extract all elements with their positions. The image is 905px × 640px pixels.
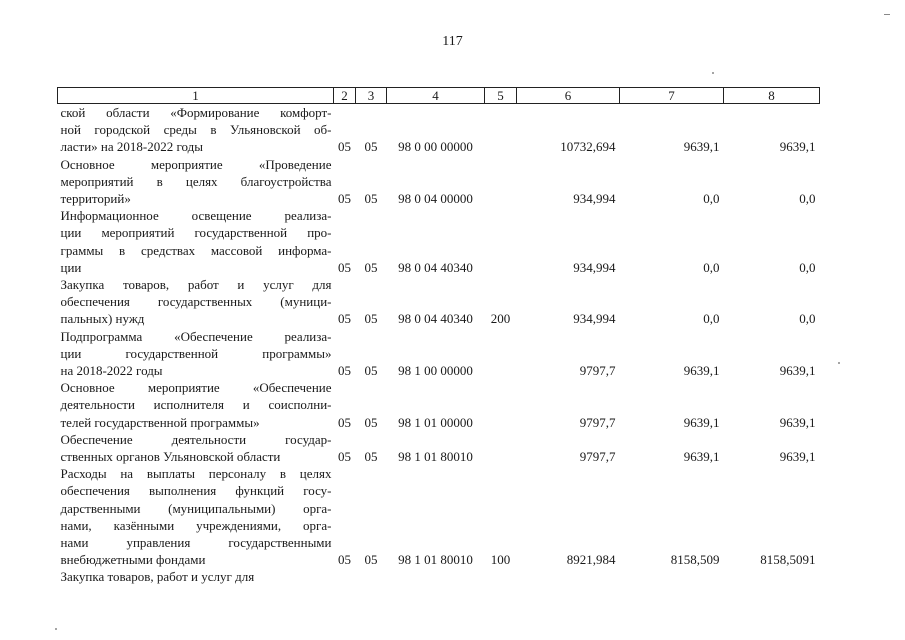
row-name-line: ции государственной программы» — [60, 345, 332, 361]
row-name-line: территорий» — [60, 191, 131, 207]
table-row — [58, 431, 820, 465]
row-name-line: Основное мероприятие «Проведение — [60, 156, 332, 172]
expense-type-code — [485, 207, 517, 276]
amount-2018: 9797,7 — [579, 449, 616, 465]
row-name-line: ции — [60, 259, 82, 275]
row-name-line: ной городской среды в Ульяновской об- — [60, 122, 332, 138]
target-article-code — [387, 568, 485, 585]
section-code: 05 — [338, 414, 351, 430]
expense-type-code: 200 — [490, 311, 511, 327]
target-article-code: 98 0 04 40340 — [398, 259, 473, 275]
amount-2020: 9639,1 — [779, 414, 816, 430]
amount-2018 — [517, 568, 620, 585]
row-name-line: на 2018-2022 годы — [60, 363, 163, 379]
subsection-code: 05 — [364, 414, 378, 430]
row-name — [58, 104, 334, 156]
expense-type-code — [485, 379, 517, 431]
row-name — [58, 568, 334, 585]
amount-2019 — [620, 568, 724, 585]
amount-2019: 9639,1 — [683, 139, 720, 155]
subsection-code: 05 — [364, 191, 378, 207]
table-body — [58, 104, 820, 586]
scan-speck — [55, 628, 57, 630]
table-row — [58, 156, 820, 208]
expense-type-code — [485, 156, 517, 208]
amount-2020: 8158,5091 — [760, 552, 816, 568]
header-col-4: 4 — [387, 88, 485, 104]
row-name — [58, 328, 334, 380]
subsection-code: 05 — [364, 552, 378, 568]
amount-2018: 934,994 — [573, 259, 616, 275]
section-code: 05 — [338, 139, 351, 155]
table-row — [58, 568, 820, 585]
header-col-1: 1 — [58, 88, 334, 104]
row-name-line: Основное мероприятие «Обеспечение — [60, 380, 332, 396]
row-name-line: Подпрограмма «Обеспечение реализа- — [60, 328, 332, 344]
section-code: 05 — [338, 449, 351, 465]
row-name-line: нами, казёнными учреждениями, орга- — [60, 517, 332, 533]
subsection-code: 05 — [364, 363, 378, 379]
amount-2019: 8158,509 — [670, 552, 720, 568]
section-code: 05 — [338, 363, 351, 379]
row-name-line: граммы в средствах массовой информа- — [60, 242, 332, 258]
expense-type-code — [485, 104, 517, 156]
row-name — [58, 207, 334, 276]
section-code — [334, 568, 356, 585]
row-name — [58, 156, 334, 208]
amount-2019: 9639,1 — [683, 449, 720, 465]
header-col-7: 7 — [620, 88, 724, 104]
amount-2020: 9639,1 — [779, 363, 816, 379]
target-article-code: 98 0 00 00000 — [398, 139, 473, 155]
table-row — [58, 328, 820, 380]
target-article-code: 98 1 00 00000 — [398, 363, 473, 379]
subsection-code: 05 — [364, 139, 378, 155]
amount-2018: 8921,984 — [566, 552, 616, 568]
amount-2020: 9639,1 — [779, 139, 816, 155]
amount-2020 — [724, 568, 820, 585]
column-number-header — [58, 88, 820, 104]
row-name-line: пальных) нужд — [60, 311, 145, 327]
expense-type-code: 100 — [490, 552, 511, 568]
amount-2018: 9797,7 — [579, 363, 616, 379]
row-name-line: Обеспечение деятельности государ- — [60, 431, 332, 447]
section-code: 05 — [338, 552, 351, 568]
row-name-line: ласти» на 2018-2022 годы — [60, 139, 203, 155]
table-row — [58, 379, 820, 431]
header-col-8: 8 — [724, 88, 820, 104]
row-name-line: обеспечения выполнения функций госу- — [60, 483, 332, 499]
amount-2018: 9797,7 — [579, 414, 616, 430]
table-row — [58, 207, 820, 276]
subsection-code: 05 — [364, 259, 378, 275]
table-row — [58, 276, 820, 328]
row-name — [58, 431, 334, 465]
subsection-code — [356, 568, 387, 585]
amount-2019: 0,0 — [703, 191, 720, 207]
amount-2019: 0,0 — [703, 259, 720, 275]
row-name-line: Расходы на выплаты персоналу в целях — [60, 466, 332, 482]
table-row — [58, 104, 820, 156]
header-col-2: 2 — [334, 88, 356, 104]
amount-2019: 0,0 — [703, 311, 720, 327]
amount-2018: 10732,694 — [560, 139, 616, 155]
row-name-line: деятельности исполнителя и соисполни- — [60, 397, 332, 413]
scan-speck — [884, 14, 890, 15]
target-article-code: 98 0 04 00000 — [398, 191, 473, 207]
header-col-6: 6 — [517, 88, 620, 104]
row-name — [58, 379, 334, 431]
row-name — [58, 276, 334, 328]
row-name-line: Закупка товаров, работ и услуг для — [60, 569, 255, 585]
table-row — [58, 465, 820, 568]
row-name-line: нами управления государственными — [60, 535, 332, 551]
row-name-line: внебюджетными фондами — [60, 552, 206, 568]
expense-type-code — [485, 328, 517, 380]
row-name-line: ской области «Формирование комфорт- — [60, 105, 332, 120]
row-name-line: мероприятий в целях благоустройства — [60, 173, 332, 189]
subsection-code: 05 — [364, 449, 378, 465]
target-article-code: 98 1 01 00000 — [398, 414, 473, 430]
budget-table — [57, 87, 820, 586]
amount-2020: 0,0 — [799, 191, 816, 207]
target-article-code: 98 1 01 80010 — [398, 552, 473, 568]
scan-speck — [712, 72, 714, 74]
row-name-line: ственных органов Ульяновской области — [60, 449, 281, 465]
section-code: 05 — [338, 259, 351, 275]
header-col-5: 5 — [485, 88, 517, 104]
scan-speck — [838, 362, 840, 364]
row-name — [58, 465, 334, 568]
row-name-line: телей государственной программы» — [60, 414, 260, 430]
header-col-3: 3 — [356, 88, 387, 104]
row-name-line: дарственными (муниципальными) орга- — [60, 500, 332, 516]
target-article-code: 98 1 01 80010 — [398, 449, 473, 465]
page-number: 117 — [442, 34, 463, 49]
target-article-code: 98 0 04 40340 — [398, 311, 473, 327]
row-name-line: ции мероприятий государственной про- — [60, 225, 332, 241]
amount-2018: 934,994 — [573, 191, 616, 207]
subsection-code: 05 — [364, 311, 378, 327]
amount-2019: 9639,1 — [683, 363, 720, 379]
expense-type-code — [485, 431, 517, 465]
amount-2020: 9639,1 — [779, 449, 816, 465]
amount-2018: 934,994 — [573, 311, 616, 327]
amount-2020: 0,0 — [799, 259, 816, 275]
amount-2019: 9639,1 — [683, 414, 720, 430]
row-name-line: обеспечения государственных (муници- — [60, 294, 332, 310]
section-code: 05 — [338, 311, 351, 327]
row-name-line: Информационное освещение реализа- — [60, 208, 332, 224]
section-code: 05 — [338, 191, 351, 207]
row-name-line: Закупка товаров, работ и услуг для — [60, 277, 332, 293]
amount-2020: 0,0 — [799, 311, 816, 327]
expense-type-code — [485, 568, 517, 585]
